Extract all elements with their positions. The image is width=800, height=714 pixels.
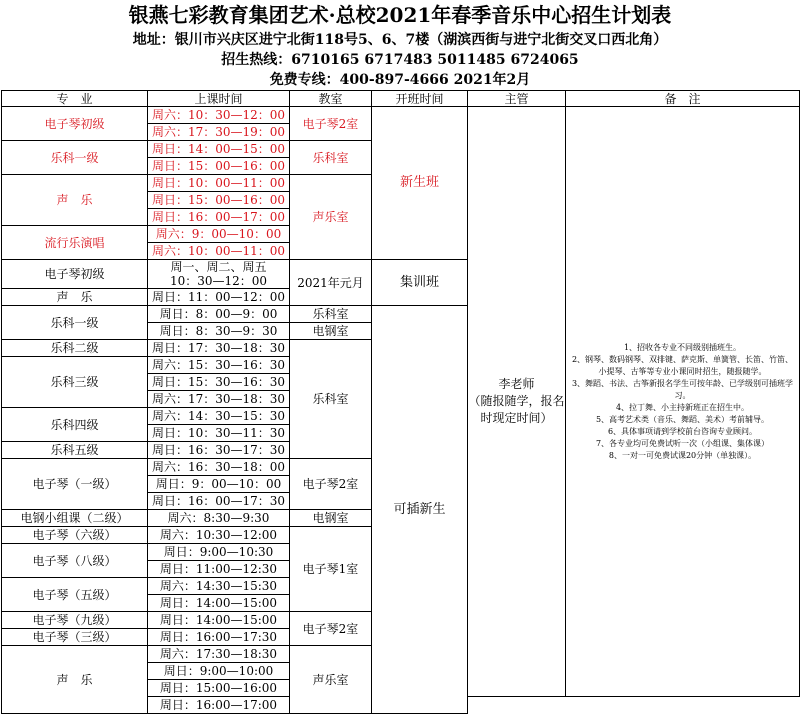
col-header-start: 开班时间 xyxy=(372,91,468,107)
remark-item: 8、一对一可免费试课20分钟（单独课）。 xyxy=(608,450,757,460)
time-days: 周一、周二、周五 xyxy=(170,260,267,274)
col-header-supervisor: 主管 xyxy=(468,91,566,107)
time-cell: 周日：16:00—17:00 xyxy=(148,697,290,714)
time-cell: 周日：9:00—10:30 xyxy=(148,544,290,561)
time-cell xyxy=(148,260,290,289)
room-cell: 电子琴2室 xyxy=(290,107,372,141)
time-cell: 周日：11：00—12：00 xyxy=(148,289,290,306)
time-cell: 周日：14：00—15：00 xyxy=(148,141,290,158)
time-cell: 周日：16：00—17：30 xyxy=(148,493,290,510)
table-header-row xyxy=(2,91,800,107)
remark-item: 2、钢琴、数码钢琴、双排键、萨克斯、单簧管、长笛、竹笛、小提琴、古筝等专业小课同时招生，随报随学。 xyxy=(571,354,794,376)
time-cell: 周日：11:00—12:30 xyxy=(148,561,290,578)
time-cell: 周日：15：30—16：30 xyxy=(148,374,290,391)
supervisor-cell xyxy=(468,107,566,697)
remarks-cell xyxy=(566,107,800,697)
freeline-line: 免费专线：400-897-4666 2021年2月 xyxy=(269,72,531,88)
class-start-new: 新生班 xyxy=(372,107,468,260)
room-cell: 电钢室 xyxy=(290,323,372,340)
col-header-major: 专 业 xyxy=(2,91,148,107)
time-cell: 周日：15：00—16：00 xyxy=(148,192,290,209)
col-header-room: 教室 xyxy=(290,91,372,107)
time-cell: 周日：9：00—10：00 xyxy=(148,476,290,493)
table-row xyxy=(2,107,800,124)
time-cell: 周日：16：30—17：30 xyxy=(148,442,290,459)
supervisor-name: 李老师 xyxy=(498,377,535,391)
room-cell: 电子琴1室 xyxy=(290,527,372,612)
time-cell: 周六：14：30—15：30 xyxy=(148,408,290,425)
page-title: 银燕七彩教育集团艺术·总校2021年春季音乐中心招生计划表 xyxy=(128,3,672,27)
supervisor-note: （随报随学，报名时现定时间） xyxy=(468,394,565,425)
major-cell: 乐科四级 xyxy=(2,408,148,442)
time-cell: 周六：10:30—12:00 xyxy=(148,527,290,544)
time-range: 10：30—12：00 xyxy=(169,274,268,288)
remark-item: 4、拉丁舞、小主持新班正在招生中。 xyxy=(615,402,750,412)
time-cell: 周日：17：30—18：30 xyxy=(148,340,290,357)
major-cell: 流行乐演唱 xyxy=(2,226,148,260)
remark-item: 3、舞蹈、书法、古筝新报名学生可按年龄、已学级别可插班学习。 xyxy=(571,378,794,400)
class-start-open: 可插新生 xyxy=(372,306,468,714)
major-cell: 乐科一级 xyxy=(2,306,148,340)
room-cell: 电钢室 xyxy=(290,510,372,527)
major-cell: 乐科二级 xyxy=(2,340,148,357)
time-cell: 周六：8:30—9:30 xyxy=(148,510,290,527)
remark-item: 5、高考艺术类（音乐、舞蹈、美术）考前辅导。 xyxy=(595,414,770,424)
room-cell: 乐科室 xyxy=(290,340,372,459)
major-cell: 乐科五级 xyxy=(2,442,148,459)
major-cell: 电子琴（九级） xyxy=(2,612,148,629)
room-cell: 乐科室 xyxy=(290,141,372,175)
remark-item: 1、招收各专业不同级别插班生。 xyxy=(623,342,742,352)
remark-item: 7、各专业均可免费试听一次（小组课、集体课） xyxy=(595,438,770,448)
major-cell: 电子琴（六级） xyxy=(2,527,148,544)
major-cell: 声 乐 xyxy=(2,289,148,306)
time-cell: 周日：9:00—10:00 xyxy=(148,663,290,680)
major-cell: 电子琴初级 xyxy=(2,260,148,289)
col-header-remarks: 备 注 xyxy=(566,91,800,107)
major-cell: 乐科三级 xyxy=(2,357,148,408)
time-cell: 周日：14:00—15:00 xyxy=(148,595,290,612)
major-cell: 声 乐 xyxy=(2,175,148,226)
address-line: 地址：银川市兴庆区进宁北街118号5、6、7楼（湖滨西街与进宁北街交叉口西北角） xyxy=(132,32,668,48)
time-cell: 周日：10：00—11：00 xyxy=(148,175,290,192)
time-cell: 周六：17:30—18:30 xyxy=(148,646,290,663)
major-cell: 电子琴（五级） xyxy=(2,578,148,612)
major-cell: 电子琴初级 xyxy=(2,107,148,141)
time-cell: 周日：15：00—16：00 xyxy=(148,158,290,175)
major-cell: 乐科一级 xyxy=(2,141,148,175)
major-cell: 电子琴（八级） xyxy=(2,544,148,578)
remark-item: 6、具体事项请到学校前台咨询专业顾问。 xyxy=(607,426,758,436)
hotline-line: 招生热线：6710165 6717483 5011485 6724065 xyxy=(221,52,579,68)
room-cell: 声乐室 xyxy=(290,175,372,260)
room-cell: 电子琴2室 xyxy=(290,459,372,510)
time-cell: 周六：16：30—18：00 xyxy=(148,459,290,476)
col-header-time: 上课时间 xyxy=(148,91,290,107)
header xyxy=(0,0,800,90)
major-cell: 电子琴（三级） xyxy=(2,629,148,646)
time-cell: 周六：17：30—18：30 xyxy=(148,391,290,408)
schedule-table xyxy=(1,90,800,714)
room-cell: 乐科室 xyxy=(290,306,372,323)
time-cell: 周六：10：00—11：00 xyxy=(148,243,290,260)
time-cell: 周日：16：00—17：00 xyxy=(148,209,290,226)
time-cell: 周日：15:00—16:00 xyxy=(148,680,290,697)
major-cell: 电钢小组课（二级） xyxy=(2,510,148,527)
time-cell: 周日：14:00—15:00 xyxy=(148,612,290,629)
room-cell: 2021年元月 xyxy=(290,260,372,306)
room-cell: 电子琴2室 xyxy=(290,612,372,646)
time-cell: 周六：15：30—16：30 xyxy=(148,357,290,374)
major-cell: 电子琴（一级） xyxy=(2,459,148,510)
time-cell: 周六：17：30—19：00 xyxy=(148,124,290,141)
time-cell: 周六：9：00—10：00 xyxy=(148,226,290,243)
time-cell: 周日：8：30—9：30 xyxy=(148,323,290,340)
time-cell: 周六：10：30—12：00 xyxy=(148,107,290,124)
time-cell: 周六：14:30—15:30 xyxy=(148,578,290,595)
class-start-intensive: 集训班 xyxy=(372,260,468,306)
room-cell: 声乐室 xyxy=(290,646,372,714)
major-cell: 声 乐 xyxy=(2,646,148,714)
time-cell: 周日：8：00—9：00 xyxy=(148,306,290,323)
time-cell: 周日：16:00—17:30 xyxy=(148,629,290,646)
time-cell: 周日：10：30—11：30 xyxy=(148,425,290,442)
